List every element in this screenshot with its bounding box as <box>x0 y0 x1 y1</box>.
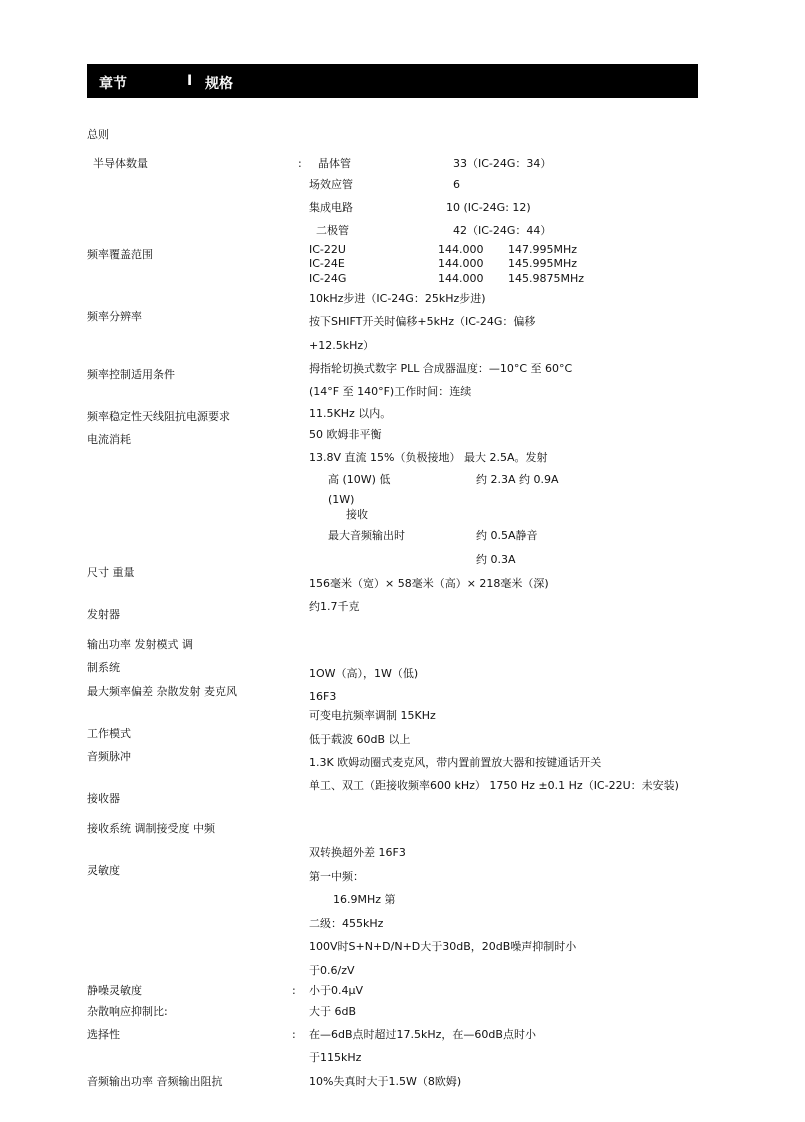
coverage-model: IC-24E <box>309 257 345 270</box>
value-dimensions: 156毫米（宽）× 58毫米（高）× 218毫米（深) <box>309 577 549 590</box>
value-shift-1: 按下SHIFT开关时偏移+5kHz（IC-24G：偏移 <box>309 315 536 328</box>
coverage-model: IC-24G <box>309 272 347 285</box>
colon: : <box>292 1028 296 1041</box>
label-size-weight: 尺寸 重量 <box>87 566 135 579</box>
coverage-to: 147.995MHz <box>508 243 578 256</box>
chapter-title: 规格 <box>205 76 233 92</box>
value-if1-label: 第一中频： <box>309 870 364 883</box>
value-spurious-rejection: 大于 6dB <box>309 1005 357 1018</box>
value-sensitivity-2: 于0.6/zV <box>309 964 355 977</box>
value-spurious: 低于载波 60dB 以上 <box>309 733 411 746</box>
label-current: 电流消耗 <box>87 433 131 446</box>
semi-diode-label: 二极管 <box>316 224 349 237</box>
value-control-2: (14°F 至 140°F)工作时间：连续 <box>309 385 472 398</box>
label-freq-stability: 频率稳定性天线阻抗电源要求 <box>87 410 230 423</box>
value-microphone: 1.3K 欧姆动圈式麦克风，带内置前置放大器和按键通话开关 <box>309 756 602 769</box>
value-selectivity-1: 在—6dB点时超过17.5kHz，在—60dB点时小 <box>309 1028 536 1041</box>
label-spurious-rejection: 杂散响应抑制比: <box>87 1005 168 1018</box>
value-tx-1w: (1W) <box>328 493 355 506</box>
value-rx: 接收 <box>346 508 368 521</box>
value-if1: 16.9MHz 第 <box>333 893 396 906</box>
label-receiver: 接收器 <box>87 792 120 805</box>
value-sensitivity-1: 100V时S+N+D/N+D大于30dB，20dB噪声抑制时小 <box>309 940 577 953</box>
label-freq-coverage: 频率覆盖范围 <box>87 248 153 261</box>
value-selectivity-2: 于115kHz <box>309 1051 362 1064</box>
label-rx-system: 接收系统 调制接受度 中频 <box>87 822 215 835</box>
value-tx-hi-lo-current: 约 2.3A 约 0.9A <box>476 473 559 486</box>
semi-transistor-label: 晶体管 <box>318 157 351 170</box>
colon: : <box>292 984 296 997</box>
value-if2: 二级：455kHz <box>309 917 384 930</box>
value-max-audio-current: 约 0.5A静音 <box>476 529 538 542</box>
label-freq-control: 频率控制适用条件 <box>87 368 175 381</box>
semi-fet-label: 场效应管 <box>309 178 353 191</box>
value-emission: 16F3 <box>309 690 337 703</box>
label-output-power: 输出功率 发射模式 调 <box>87 638 193 651</box>
section-title: 总则 <box>87 128 109 141</box>
value-tx-hi-lo: 高 (10W) 低 <box>328 473 391 486</box>
value-mode-tone: 单工、双工（距接收频率600 kHz） 1750 Hz ±0.1 Hz（IC-22U：未安装) <box>309 779 679 792</box>
value-max-audio: 最大音频输出时 <box>328 529 405 542</box>
label-sensitivity: 灵敏度 <box>87 864 120 877</box>
label-freq-resolution: 频率分辨率 <box>87 310 142 323</box>
coverage-from: 144.000 <box>438 272 484 285</box>
label-work-mode: 工作模式 <box>87 727 131 740</box>
label-modulation-system: 制系统 <box>87 661 120 674</box>
semi-transistor-value: 33（IC-24G：34） <box>453 157 552 170</box>
value-shift-2: +12.5kHz） <box>309 339 375 352</box>
chapter-number: I <box>187 73 193 89</box>
value-rx-system: 双转换超外差 16F3 <box>309 846 406 859</box>
value-modulation: 可变电抗频率调制 15KHz <box>309 709 436 722</box>
colon: : <box>298 157 302 170</box>
label-selectivity: 选择性 <box>87 1028 120 1041</box>
value-control-1: 拇指轮切换式数字 PLL 合成器温度：—10°C 至 60°C <box>309 362 573 375</box>
value-squelched-current: 约 0.3A <box>476 553 516 566</box>
semi-ic-label: 集成电路 <box>309 201 353 214</box>
chapter-label: 章节 <box>99 76 127 92</box>
value-weight: 约1.7千克 <box>309 600 360 613</box>
chapter-header <box>87 64 698 98</box>
label-max-deviation: 最大频率偏差 杂散发射 麦克风 <box>87 685 237 698</box>
value-output-power: 1OW（高），1W（低) <box>309 667 419 680</box>
label-squelch: 静噪灵敏度 <box>87 984 142 997</box>
value-squelch: 小于0.4μV <box>309 984 364 997</box>
semi-diode-value: 42（IC-24G：44） <box>453 224 552 237</box>
label-audio-pulse: 音频脉冲 <box>87 750 131 763</box>
value-power-requirement: 13.8V 直流 15%（负极接地） 最大 2.5A。发射 <box>309 451 548 464</box>
coverage-from: 144.000 <box>438 243 484 256</box>
label-audio-output: 音频输出功率 音频输出阻抗 <box>87 1075 223 1088</box>
coverage-to: 145.9875MHz <box>508 272 585 285</box>
value-impedance: 50 欧姆非平衡 <box>309 428 382 441</box>
label-semiconductors: 半导体数量 <box>93 157 148 170</box>
coverage-to: 145.995MHz <box>508 257 578 270</box>
value-step: 10kHz步进（IC-24G：25kHz步进) <box>309 292 486 305</box>
coverage-from: 144.000 <box>438 257 484 270</box>
value-audio-output: 10%失真时大于1.5W（8欧姆) <box>309 1075 462 1088</box>
coverage-model: IC-22U <box>309 243 346 256</box>
value-stability: 11.5KHz 以内。 <box>309 407 392 420</box>
semi-fet-value: 6 <box>453 178 460 191</box>
semi-ic-value: 10 (IC-24G: 12) <box>446 201 531 214</box>
label-transmitter: 发射器 <box>87 608 120 621</box>
